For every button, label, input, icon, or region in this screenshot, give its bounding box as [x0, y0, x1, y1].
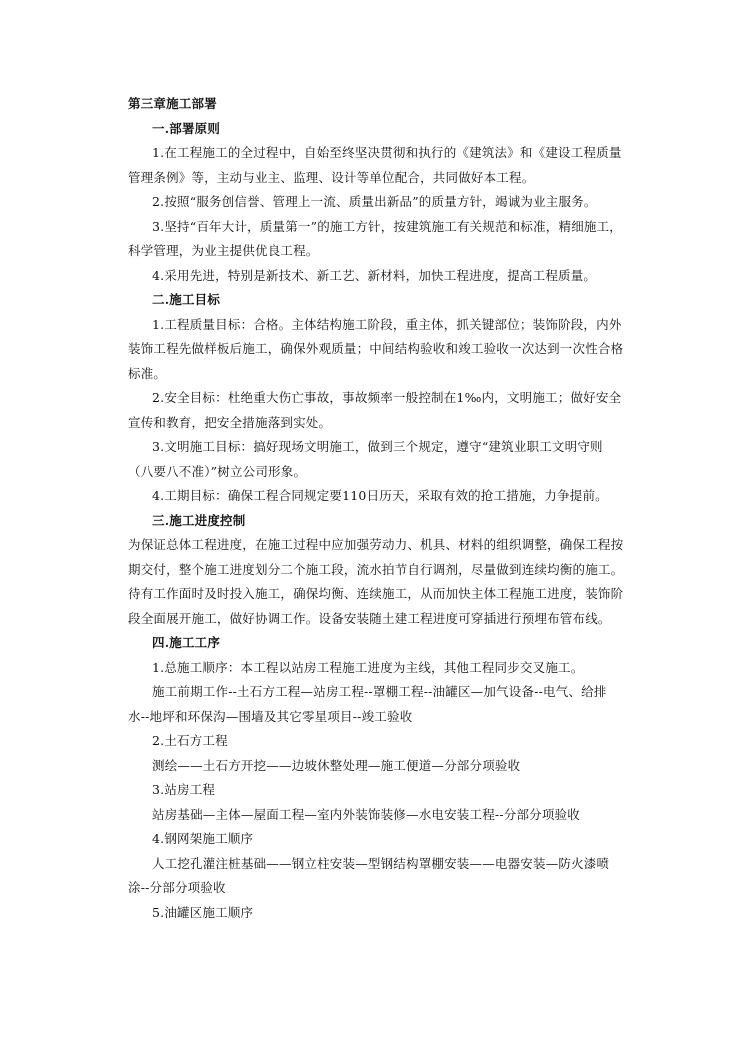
paragraph-line: 5.油罐区施工顺序 — [152, 904, 254, 920]
paragraph-line: 1.工程质量目标：合格。主体结构施工阶段，重主体，抓关键部位；装饰阶段，内外 — [152, 316, 622, 332]
paragraph-line: 水--地坪和环保沟—围墙及其它零星项目--竣工验收 — [128, 708, 413, 724]
paragraph-line: 1.总施工顺序：本工程以站房工程施工进度为主线，其他工程同步交叉施工。 — [152, 659, 584, 675]
paragraph-line: 标准。 — [128, 365, 167, 381]
paragraph-line: 4.采用先进，特别是新技术、新工艺、新材料，加快工程进度，提高工程质量。 — [152, 267, 597, 283]
paragraph-line: 科学管理，为业主提供优良工程。 — [128, 243, 319, 258]
paragraph-line: 待有工作面时及时投入施工，确保均衡、连续施工，从而加快主体工程施工进度，装饰阶 — [128, 586, 624, 601]
section-heading: 三.施工进度控制 — [152, 512, 246, 528]
paragraph-line: 施工前期工作--土石方工程—站房工程--罩棚工程--油罐区—加气设备--电气、给排 — [152, 684, 607, 699]
paragraph-line: 1.在工程施工的全过程中，自始至终坚决贯彻和执行的《建筑法》和《建设工程质量 — [152, 145, 622, 160]
chapter-title: 第三章施工部署 — [128, 96, 217, 111]
paragraph-line: 测绘——土石方开挖——边坡休整处理—施工便道—分部分项验收 — [152, 757, 521, 773]
paragraph-line: 为保证总体工程进度，在施工过程中应加强劳动力、机具、材料的组织调整，确保工程按 — [128, 537, 624, 552]
paragraph-line: 3.坚持“百年大计，质量第一”的施工方针，按建筑施工有关规范和标准，精细施工， — [152, 218, 623, 234]
paragraph-line: 4.工期目标：确保工程合同规定要110日历天，采取有效的抢工措施，力争提前。 — [152, 488, 608, 503]
paragraph-line: （八要八不准）”树立公司形象。 — [128, 463, 307, 479]
paragraph-line: 人工挖孔灌注桩基础——钢立柱安装—型钢结构罩棚安装——电器安装—防火漆喷 — [152, 855, 610, 871]
paragraph-line: 装饰工程先做样板后施工，确保外观质量；中间结构验收和竣工验收一次达到一次性合格 — [128, 341, 624, 356]
paragraph-line: 4.钢网架施工顺序 — [152, 831, 254, 846]
paragraph-line: 段全面展开施工，做好协调工作。设备安装随土建工程进度可穿插进行预埋布管布线。 — [128, 610, 611, 626]
paragraph-line: 涂--分部分项验收 — [128, 880, 226, 895]
section-heading: 四.施工工序 — [152, 635, 221, 650]
paragraph-line: 宣传和教育，把安全措施落到实处。 — [128, 414, 332, 430]
paragraph-line: 3.站房工程 — [152, 782, 216, 797]
paragraph-line: 站房基础—主体—屋面工程—室内外装饰装修—水电安装工程--分部分项验收 — [152, 806, 580, 822]
paragraph-line: 2.安全目标：杜绝重大伤亡事故，事故频率一般控制在1‰内，文明施工；做好安全 — [152, 390, 622, 405]
paragraph-line: 管理条例》等，主动与业主、监理、设计等单位配合，共同做好本工程。 — [128, 169, 535, 185]
paragraph-line: 2.土石方工程 — [152, 733, 228, 748]
document-body — [128, 92, 648, 925]
paragraph-line: 3.文明施工目标：搞好现场文明施工，做到三个规定，遵守“建筑业职工文明守则 — [152, 439, 603, 454]
section-heading: 一.部署原则 — [152, 120, 221, 136]
paragraph-line: 期交付，整个施工进度划分二个施工段，流水拍节自行调剂，尽量做到连续均衡的施工。 — [128, 561, 624, 577]
section-heading: 二.施工目标 — [152, 292, 221, 307]
paragraph-line: 2.按照“服务创信誉、管理上一流、质量出新品”的质量方针，竭诚为业主服务。 — [152, 194, 597, 209]
